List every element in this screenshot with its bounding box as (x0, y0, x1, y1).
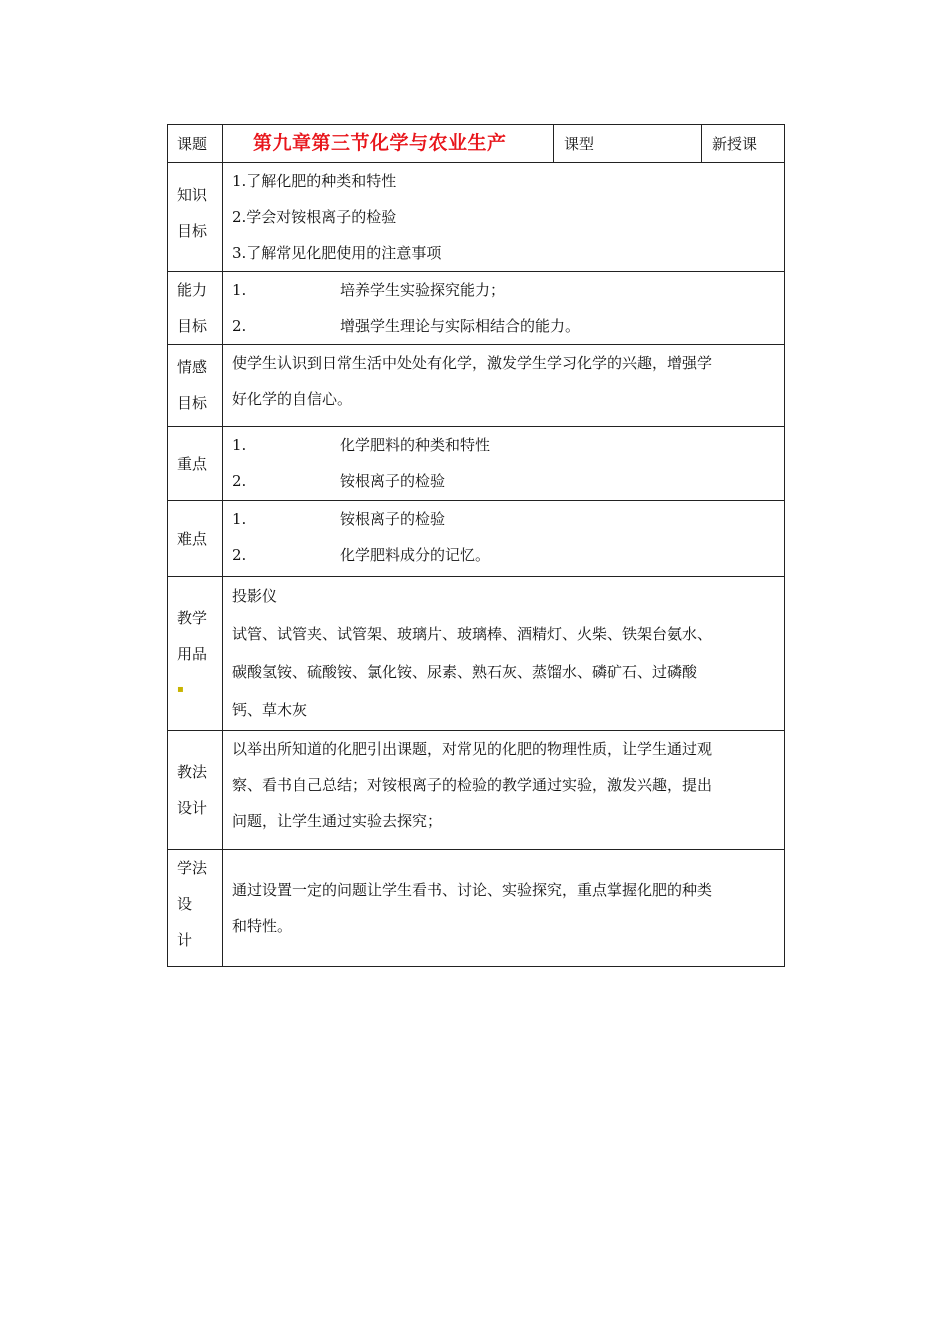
materials-row (168, 577, 785, 731)
text-line: 察、看书自己总结；对铵根离子的检验的教学通过实验，激发兴趣，提出 (232, 776, 713, 794)
lesson-title: 第九章第三节化学与农业生产 (253, 132, 507, 154)
text-line: 以举出所知道的化肥引出课题，对常见的化肥的物理性质，让学生通过观 (232, 740, 713, 758)
text-line: 碳酸氢铵、硫酸铵、氯化铵、尿素、熟石灰、蒸馏水、磷矿石、过磷酸 (232, 663, 698, 681)
materials-content (223, 577, 785, 731)
text-line: 好化学的自信心。 (232, 390, 353, 408)
learning-method-row (168, 850, 785, 967)
list-item: 1.了解化肥的种类和特性 (232, 172, 397, 190)
knowledge-content (223, 163, 785, 272)
text-line: 投影仪 (232, 587, 278, 605)
difficulties-content (223, 501, 785, 577)
text-line: 钙、草木灰 (232, 701, 308, 719)
lesson-plan-table (167, 124, 785, 967)
knowledge-label: 知识 目标 (168, 163, 223, 272)
item-number: 2. (232, 317, 247, 335)
item-text: 化学肥料的种类和特性 (340, 436, 491, 454)
ability-label: 能力 目标 (168, 272, 223, 345)
list-item (232, 272, 780, 308)
list-item: 2.学会对铵根离子的检验 (232, 208, 397, 226)
difficulties-label: 难点 (168, 501, 223, 577)
mark-dot: ▪ (177, 683, 184, 695)
item-number: 2. (232, 546, 247, 564)
list-item: 3.了解常见化肥使用的注意事项 (232, 244, 442, 262)
learning-method-content (223, 850, 785, 967)
learning-method-label: 学法 设 计 (168, 850, 223, 967)
key-points-content (223, 427, 785, 501)
header-row (168, 125, 785, 163)
text-line: 和特性。 (232, 917, 293, 935)
item-text: 培养学生实验探究能力； (340, 281, 506, 299)
emotion-label: 情感 目标 (168, 345, 223, 427)
item-number: 1. (232, 510, 247, 528)
list-item (232, 427, 780, 463)
ability-row (168, 272, 785, 345)
key-points-label: 重点 (168, 427, 223, 501)
lesson-title-cell (223, 125, 554, 163)
item-number: 1. (232, 436, 247, 454)
knowledge-row (168, 163, 785, 272)
emotion-content (223, 345, 785, 427)
item-text: 铵根离子的检验 (340, 510, 446, 528)
item-number: 1. (232, 281, 247, 299)
item-text: 化学肥料成分的记忆。 (340, 546, 491, 564)
type-value: 新授课 (702, 125, 785, 163)
item-text: 铵根离子的检验 (340, 472, 446, 490)
list-item (232, 501, 780, 537)
teaching-method-label: 教法 设计 (168, 731, 223, 850)
list-item (232, 463, 780, 499)
emotion-row (168, 345, 785, 427)
item-number: 2. (232, 472, 247, 490)
difficulties-row (168, 501, 785, 577)
ability-content (223, 272, 785, 345)
text-line: 通过设置一定的问题让学生看书、讨论、实验探究，重点掌握化肥的种类 (232, 881, 713, 899)
teaching-method-content (223, 731, 785, 850)
teaching-method-row (168, 731, 785, 850)
type-label: 课型 (554, 125, 702, 163)
list-item (232, 537, 780, 573)
text-line: 试管、试管夹、试管架、玻璃片、玻璃棒、酒精灯、火柴、铁架台氨水、 (232, 625, 713, 643)
topic-label: 课题 (168, 125, 223, 163)
item-text: 增强学生理论与实际相结合的能力。 (340, 317, 581, 335)
key-points-row (168, 427, 785, 501)
materials-label: 教学 用品 ▪ (168, 577, 223, 731)
text-line: 问题，让学生通过实验去探究； (232, 812, 443, 830)
text-line: 使学生认识到日常生活中处处有化学，激发学生学习化学的兴趣，增强学 (232, 354, 713, 372)
list-item (232, 308, 780, 344)
